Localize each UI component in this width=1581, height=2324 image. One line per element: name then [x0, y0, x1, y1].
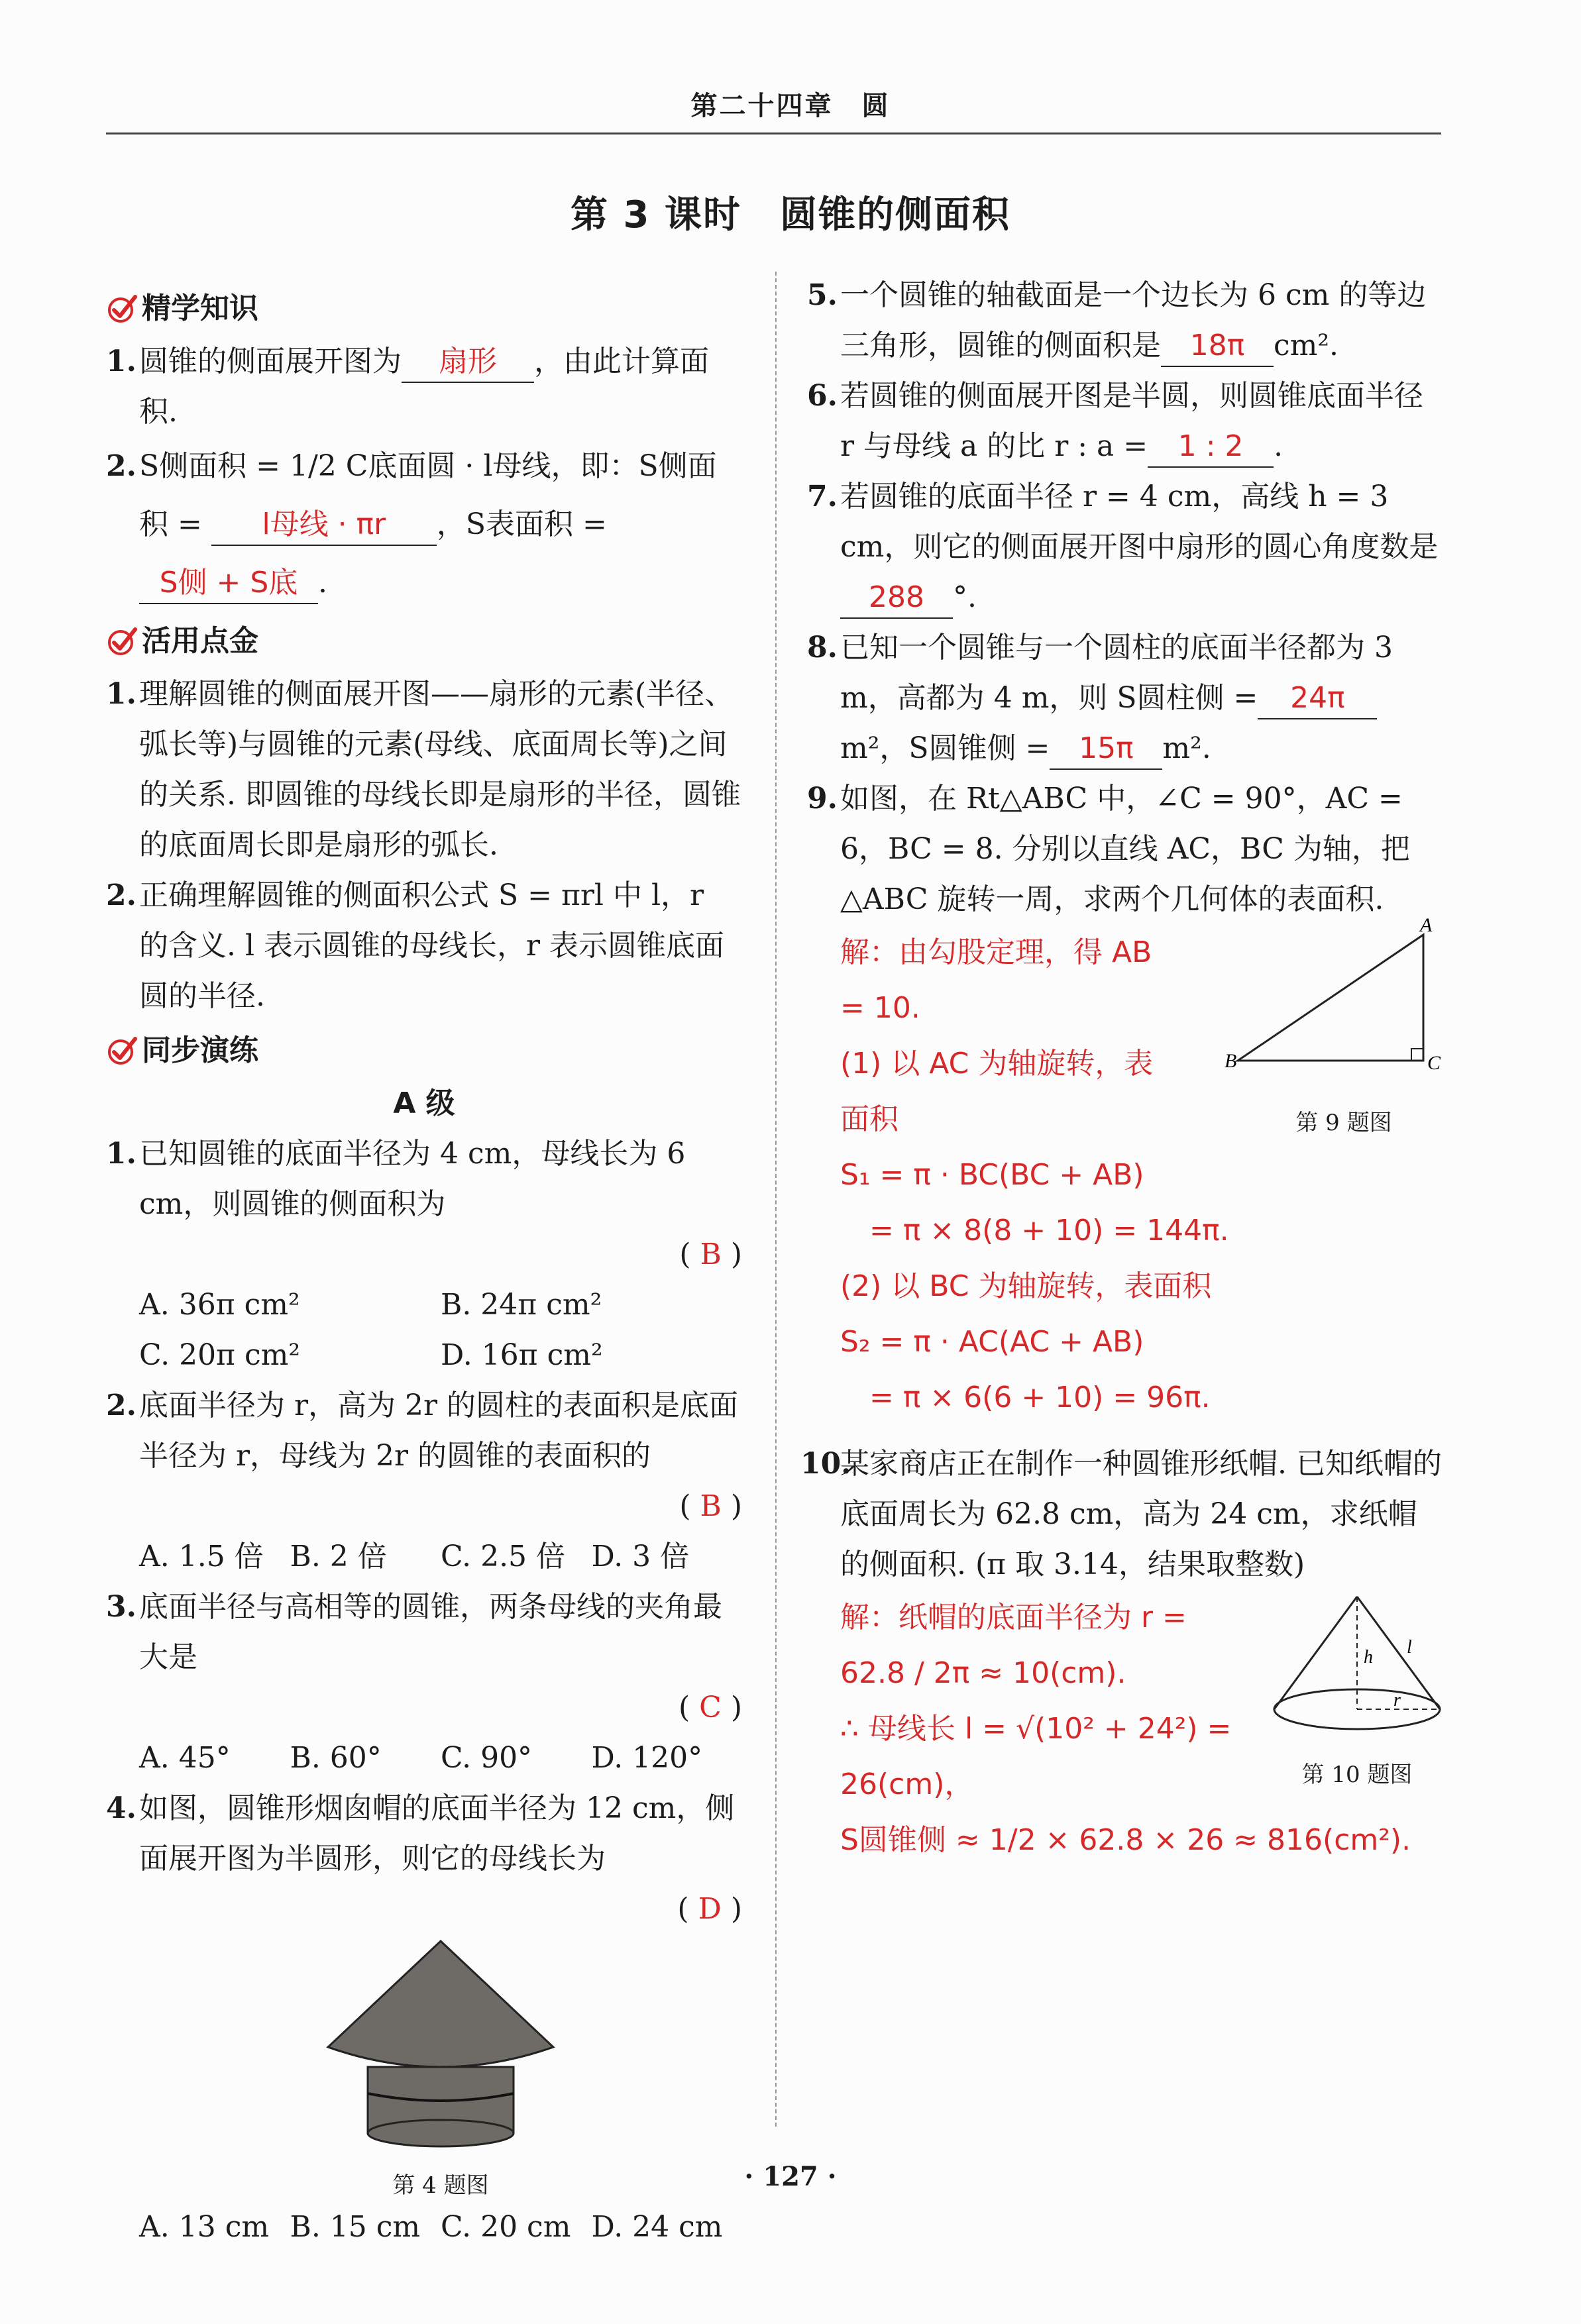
question-6: 6. 若圆锥的侧面展开图是半圆，则圆锥底面半径 r 与母线 a 的比 r : a = 1 : 2 .: [807, 371, 1443, 472]
check-icon: [106, 1035, 138, 1067]
q10-solution: 解：纸帽的底面半径为 r = 62.8 / 2π ≈ 10(cm). ∴ 母线长 l = √(10² + 24²) = 26(cm)， S圆锥侧 ≈ 1/2 × 62.8 × 26 ≈ 816(cm²).: [840, 1601, 1411, 1857]
answer-blank: S侧 + S底: [139, 563, 318, 604]
q10-figure: [1264, 1590, 1450, 1791]
label-h: h: [1364, 1647, 1373, 1667]
q9-solution-area: [840, 918, 1443, 1428]
answer-choice: ( B ): [679, 1238, 742, 1271]
tip-2: 2. 正确理解圆锥的侧面积公式 S = πrl 中 l，r 的含义. l 表示圆锥的母线长，r 表示圆锥底面圆的半径.: [106, 878, 725, 1013]
lesson-title: 第 3 课时 圆锥的侧面积: [571, 193, 1010, 237]
check-icon: [106, 293, 138, 325]
chimney-cap-figure: [139, 1934, 742, 2169]
answer-blank: 15π: [1050, 729, 1162, 770]
question-8: 8. 已知一个圆锥与一个圆柱的底面半径都为 3 m，高都为 4 m，则 S圆柱侧 = 24πm²，S圆锥侧 = 15π m².: [807, 623, 1443, 774]
column-divider: [775, 272, 777, 2127]
label-l: l: [1407, 1637, 1412, 1658]
question-7: 7. 若圆锥的底面半径 r = 4 cm，高线 h = 3 cm，则它的侧面展开图中扇形的圆心角度数是288 °.: [807, 472, 1443, 623]
answer-blank: 18π: [1161, 326, 1274, 367]
cone-drawing: [1264, 1590, 1450, 1742]
question-3: 3. 底面半径与高相等的圆锥，两条母线的夹角最大是 ( C ) A. 45° B. 60° C. 90° D. 120°: [106, 1582, 742, 1783]
answer-choice: ( B ): [679, 1489, 742, 1523]
section-practice: 同步演练: [106, 1026, 742, 1076]
section-knowledge: 精学知识: [106, 284, 742, 334]
question-5: 5. 一个圆锥的轴截面是一个边长为 6 cm 的等边三角形，圆锥的侧面积是 18π cm².: [807, 270, 1443, 371]
options: A. 45° B. 60° C. 90° D. 120°: [139, 1741, 703, 1775]
label-r: r: [1393, 1690, 1401, 1711]
chimney-cap-drawing: [321, 1934, 560, 2153]
left-column: [106, 280, 742, 2252]
question-1: 1. 已知圆锥的底面半径为 4 cm，母线长为 6 cm，则圆锥的侧面积为 ( B ) A. 36π cm² B. 24π cm² C. 20π cm² D. 16π cm²: [106, 1129, 742, 1381]
q9-solution: 解：由勾股定理，得 AB = 10. (1) 以 AC 为轴旋转，表 面积 S₁ = π · BC(BC + AB) = π × 8(8 + 10) = 144π. (2) 以 BC 为轴旋转，表面积 S₂ = π · AC(AC + AB) = π × 6(6 + 10) = 96π.: [840, 935, 1229, 1414]
right-triangle-drawing: [1225, 918, 1463, 1090]
answer-choice: ( C ): [679, 1691, 742, 1724]
check-icon: [106, 625, 138, 657]
page-number: · 127 ·: [744, 2161, 837, 2192]
figure-caption: 第 9 题图: [1295, 1110, 1392, 1136]
answer-blank: 扇形: [402, 342, 534, 383]
answer-blank: 288: [840, 578, 953, 619]
answer-blank: l母线 · πr: [211, 505, 437, 546]
figure-caption: 第 10 题图: [1301, 1762, 1413, 1788]
question-4: 4. 如图，圆锥形烟囱帽的底面半径为 12 cm，侧面展开图为半圆形，则它的母线长为 ( D ) 第 4 题图 A. 13 cm B. 15 cm C. 20 cm D. 24 cm: [106, 1783, 742, 2252]
tip-1: 1. 理解圆锥的侧面展开图——扇形的元素(半径、弧长等)与圆锥的元素(母线、底面周长等)之间的关系. 即圆锥的母线长即是扇形的半径，圆锥的底面周长即是扇形的弧长.: [106, 677, 741, 862]
answer-choice: ( D ): [677, 1892, 742, 1926]
level-label: A 级: [393, 1086, 455, 1120]
answer-blank: 24π: [1258, 678, 1377, 719]
figure-caption: 第 4 题图: [392, 2172, 489, 2199]
right-column: [800, 270, 1443, 1961]
chapter-header: 第二十四章 圆: [690, 90, 891, 121]
section-tips: 活用点金: [106, 616, 742, 666]
q10-solution-area: [840, 1590, 1443, 1961]
label-B: B: [1225, 1050, 1237, 1072]
question-9: 9. 如图，在 Rt△ABC 中，∠C = 90°，AC = 6，BC = 8. 分别以直线 AC，BC 为轴，把△ABC 旋转一周，求两个几何体的表面积. 解：由勾股定理，得 AB = 10. (1) 以 AC 为轴旋转，表 面积 S₁ = π · BC(BC + AB) = π × 8(8 + 10) = 144π. (2) 以 BC 为轴旋转，表面积 S₂ = π · AC(AC + AB) = π × 6(6 + 10) = 96π. A B C 第 9 题图: [807, 774, 1443, 1428]
knowledge-item-2: 2. S侧面积 = 1/2 C底面圆 · l母线，即：S侧面积 = l母线 · πr ，S表面积 = S侧 + S底 .: [106, 437, 742, 612]
options: A. 13 cm B. 15 cm C. 20 cm D. 24 cm: [139, 2210, 723, 2244]
label-C: C: [1427, 1052, 1441, 1074]
answer-blank: 1 : 2: [1148, 427, 1274, 468]
q9-figure: [1225, 918, 1463, 1139]
options: A. 1.5 倍 B. 2 倍 C. 2.5 倍 D. 3 倍: [139, 1540, 690, 1573]
knowledge-item-1: 1. 圆锥的侧面展开图为 扇形 ，由此计算面积.: [106, 337, 742, 437]
options: C. 20π cm² D. 16π cm²: [139, 1338, 603, 1372]
options: A. 36π cm² B. 24π cm²: [139, 1288, 602, 1322]
header-rule: [106, 132, 1441, 134]
question-10: 10. 某家商店正在制作一种圆锥形纸帽. 已知纸帽的底面周长为 62.8 cm，高为 24 cm，求纸帽的侧面积. (π 取 3.14，结果取整数) 解：纸帽的底面半径为 r = 62.8 / 2π ≈ 10(cm). ∴ 母线长 l = √(10² + 24²) = 26(cm)， S圆锥侧 ≈ 1/2 × 62.8 × 26 ≈ 816(cm²). h l r 第 10 题图: [807, 1439, 1443, 1961]
question-2: 2. 底面半径为 r，高为 2r 的圆柱的表面积是底面半径为 r，母线为 2r 的圆锥的表面积的 ( B ) A. 1.5 倍 B. 2 倍 C. 2.5 倍 D. 3 倍: [106, 1381, 742, 1582]
label-A: A: [1420, 918, 1433, 936]
